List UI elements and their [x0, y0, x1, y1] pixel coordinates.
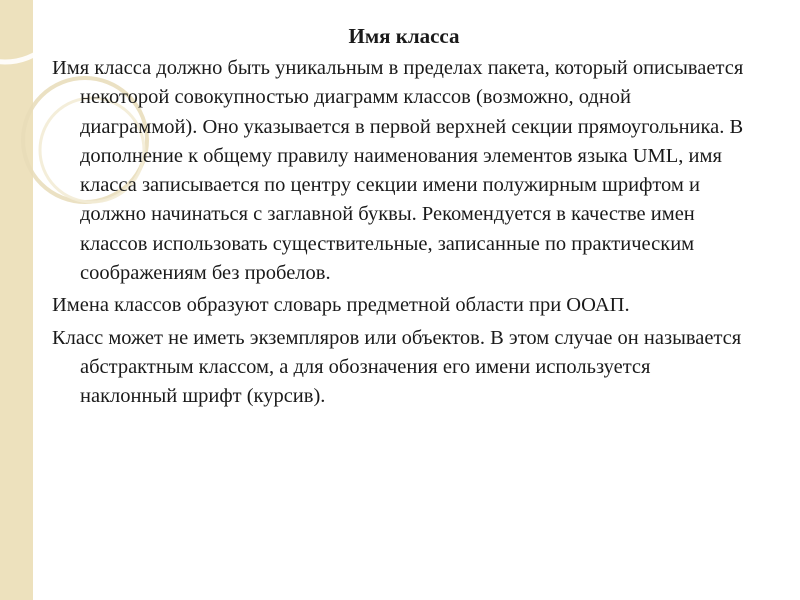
- paragraph-class-vocabulary: Имена классов образуют словарь предметной области при ООАП.: [52, 294, 630, 317]
- slide-content: [52, 22, 752, 412]
- paragraph-class-name-rules: Имя класса должно быть уникальным в пределах пакета, который описывается некоторой совокупностью диаграмм классов (возможно, одной диаграммой). Оно указывается в первой верхней секции прямоугольника. В дополнение к общему правилу наименования элементов языка UML, имя класса записывается по центру секции имени полужирным шрифтом и должно начинаться с заглавной буквы. Рекомендуется в качестве имен классов использовать существительные, записанные по практическим соображениям без пробелов.: [52, 57, 744, 285]
- slide-title: Имя класса: [348, 24, 460, 48]
- paragraph-abstract-class: Класс может не иметь экземпляров или объектов. В этом случае он называется абстрактным классом, а для обозначения его имени используется наклонный шрифт (курсив).: [52, 326, 742, 408]
